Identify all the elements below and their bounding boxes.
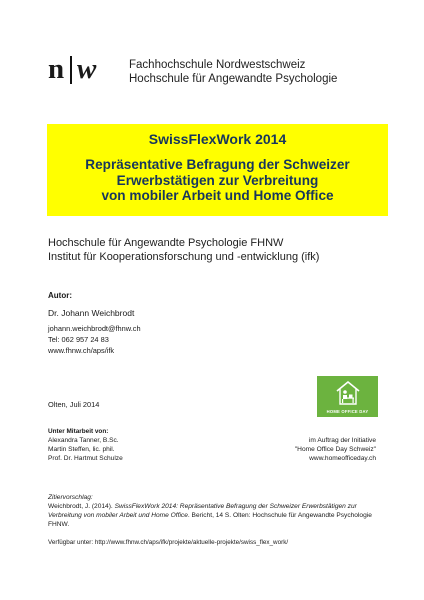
commission-line: "Home Office Day Schweiz" [294,446,376,453]
subtitle-line: Erwerbstätigen zur Verbreitung [116,172,319,188]
citation-text [48,503,378,529]
house-desk-icon [336,380,360,406]
collaboration-heading: Unter Mitarbeit von: [48,428,109,435]
availability-link: Verfügbar unter: http://www.fhnw.ch/aps/ifk/projekte/aktuelle-projekte/swiss_flex_work/ [48,539,289,546]
institution-line-2: Institut für Kooperationsforschung und -entwicklung (ifk) [48,251,320,263]
citation-author: Weichbrodt, J. (2014). [48,503,115,510]
date-place: Olten, Juli 2014 [48,400,100,409]
report-subtitle [47,157,388,204]
fhnw-logo [48,54,122,84]
author-name: Dr. Johann Weichbrodt [48,308,135,318]
collaborator: Martin Steffen, lic. phil. [48,446,115,453]
school-name [129,58,337,86]
school-line-1: Fachhochschule Nordwestschweiz [129,59,306,71]
collaborators-list [48,436,123,463]
home-office-day-badge [317,376,378,417]
collaborator: Prof. Dr. Hartmut Schulze [48,455,123,462]
author-contact [48,324,141,356]
logo-letter-n: n [48,53,65,85]
author-website: www.fhnw.ch/aps/ifk [48,345,115,355]
commission-block [250,436,376,463]
logo-divider [70,56,72,84]
badge-label: HOME OFFICE DAY [326,409,369,414]
school-line-2: Hochschule für Angewandte Psychologie [129,73,338,85]
institution-block [48,236,319,264]
title-box [47,124,388,216]
subtitle-line: Repräsentative Befragung der Schweizer [85,157,350,172]
report-title: SwissFlexWork 2014 [148,131,287,147]
institution-line-1: Hochschule für Angewandte Psychologie FHNW [48,237,284,249]
author-heading: Autor: [48,291,72,300]
author-phone: Tel: 062 957 24 83 [48,334,109,344]
logo-letter-w: w [77,53,97,85]
collaborator: Alexandra Tanner, B.Sc. [48,437,119,444]
subtitle-line: von mobiler Arbeit und Home Office [101,188,334,203]
citation-title: SwissFlexWork 2014: Repräsentative Befragung der Schweizer Erwerbstätigen zur Verbreitung von mobiler Arbeit und Home Office [48,503,357,519]
commission-line: www.homeofficeday.ch [309,455,376,462]
commission-line: im Auftrag der Initiative [308,437,376,444]
citation-details: . Bericht, 14 S. Olten: Hochschule für Angewandte Psychologie FHNW. [48,511,372,528]
citation-heading: Zitiervorschlag: [48,494,93,501]
author-email: johann.weichbrodt@fhnw.ch [48,324,141,333]
